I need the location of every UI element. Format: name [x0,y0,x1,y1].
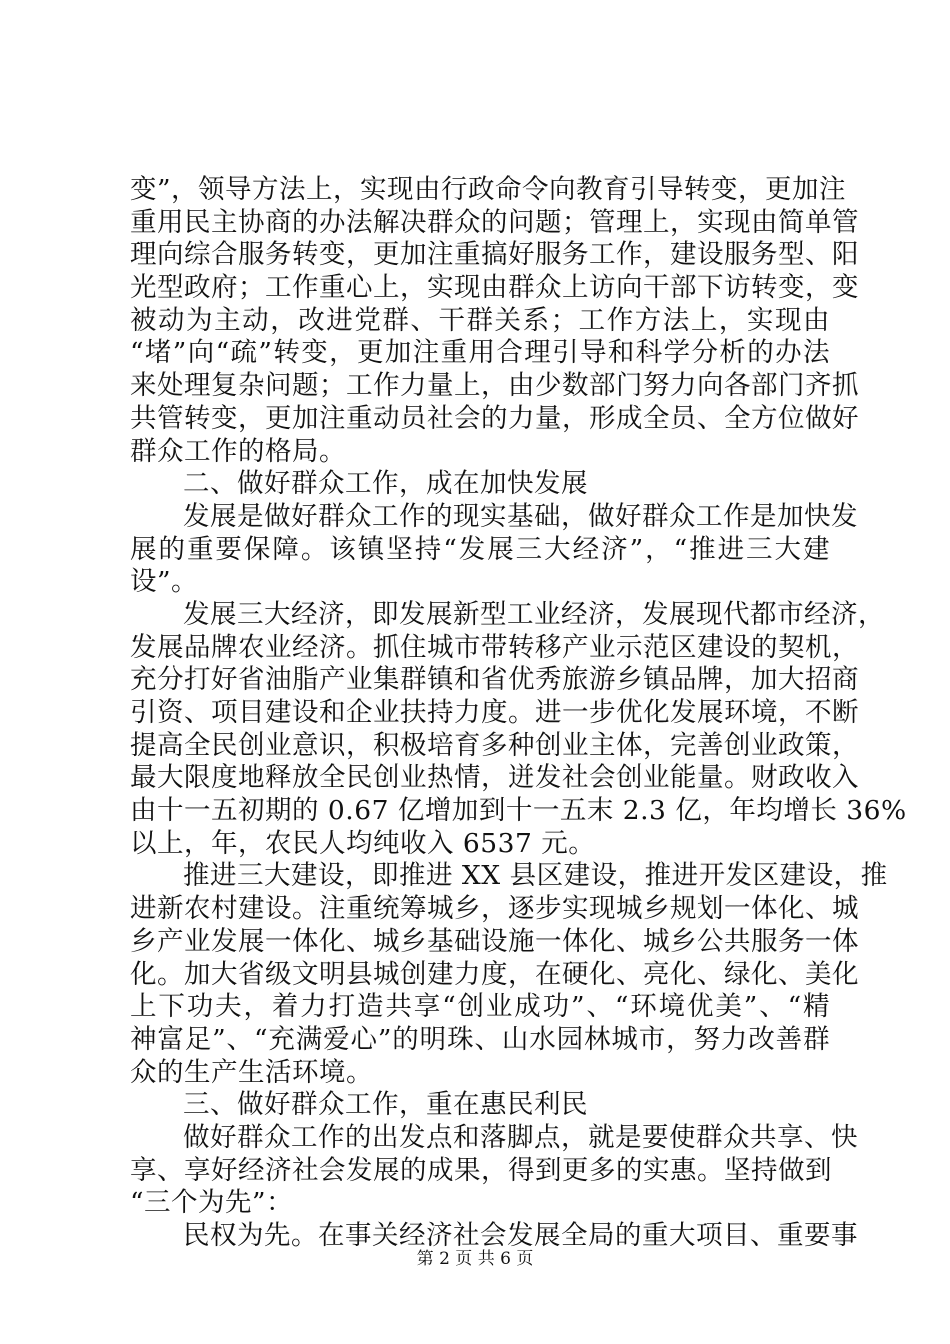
text-line: 做好群众工作的出发点和落脚点，就是要使群众共享、快 [183,1121,858,1153]
text-line: 最大限度地释放全民创业热情，迸发社会创业能量。财政收入 [130,762,859,794]
text-line: 享、享好经济社会发展的成果，得到更多的实惠。坚持做到 [130,1154,832,1186]
text-line: 发展品牌农业经济。抓住城市带转移产业示范区建设的契机， [130,631,859,663]
text-line: 变”，领导方法上，实现由行政命令向教育引导转变，更加注 [130,174,847,205]
text-line: 来处理复杂问题；工作力量上，由少数部门努力向各部门齐抓 [130,370,859,402]
text-line: 以上，年，农民人均纯收入 6537 元。 [130,827,596,859]
text-line: 充分打好省油脂产业集群镇和省优秀旅游乡镇品牌，加大招商 [130,664,859,696]
text-line: 众的生产生活环境。 [130,1056,373,1088]
text-line: 理向综合服务转变，更加注重搞好服务工作，建设服务型、阳 [130,239,859,271]
text-line: 共管转变，更加注重动员社会的力量，形成全员、全方位做好 [130,402,859,434]
document-body [130,174,907,1253]
text-line: 设”。 [130,566,199,598]
text-line: “堵”向“疏”转变，更加注重用合理引导和科学分析的办法 [130,337,830,369]
text-line: 发展三大经济，即发展新型工业经济，发展现代都市经济， [183,598,885,630]
text-line: 展的重要保障。该镇坚持“发展三大经济”，“推进三大建 [130,533,830,565]
text-line: 被动为主动，改进党群、干群关系；工作方法上，实现由 [130,304,830,336]
text-line: 推进三大建设，即推进 XX 县区建设，推进开发区建设，推 [183,860,888,892]
page-footer: 第 2 页 共 6 页 [416,1249,534,1269]
text-line: 三、做好群众工作，重在惠民利民 [183,1089,588,1121]
text-line: 由十一五初期的 0.67 亿增加到十一五末 2.3 亿，年均增长 36% [130,795,907,827]
text-line: 光型政府；工作重心上，实现由群众上访向干部下访转变，变 [130,272,859,304]
text-line: 乡产业发展一体化、城乡基础设施一体化、城乡公共服务一体 [130,925,859,957]
text-line: 引资、项目建设和企业扶持力度。进一步优化发展环境，不断 [130,697,859,728]
text-line: “三个为先”： [130,1187,294,1219]
text-line: 神富足”、“充满爱心”的明珠、山水园林城市，努力改善群 [130,1023,830,1055]
text-line: 民权为先。在事关经济社会发展全局的重大项目、重要事 [183,1220,858,1251]
text-line: 进新农村建设。注重统筹城乡，逐步实现城乡规划一体化、城 [130,893,859,925]
text-line: 化。加大省级文明县城创建力度，在硬化、亮化、绿化、美化 [130,958,859,990]
text-line: 群众工作的格局。 [130,435,346,467]
text-line: 二、做好群众工作，成在加快发展 [183,468,588,500]
text-line: 提高全民创业意识，积极培育多种创业主体，完善创业政策， [130,729,859,761]
text-line: 重用民主协商的办法解决群众的问题；管理上，实现由简单管 [130,206,859,238]
text-line: 上下功夫，着力打造共享“创业成功”、“环境优美”、“精 [130,991,830,1023]
text-line: 发展是做好群众工作的现实基础，做好群众工作是加快发 [183,500,858,532]
